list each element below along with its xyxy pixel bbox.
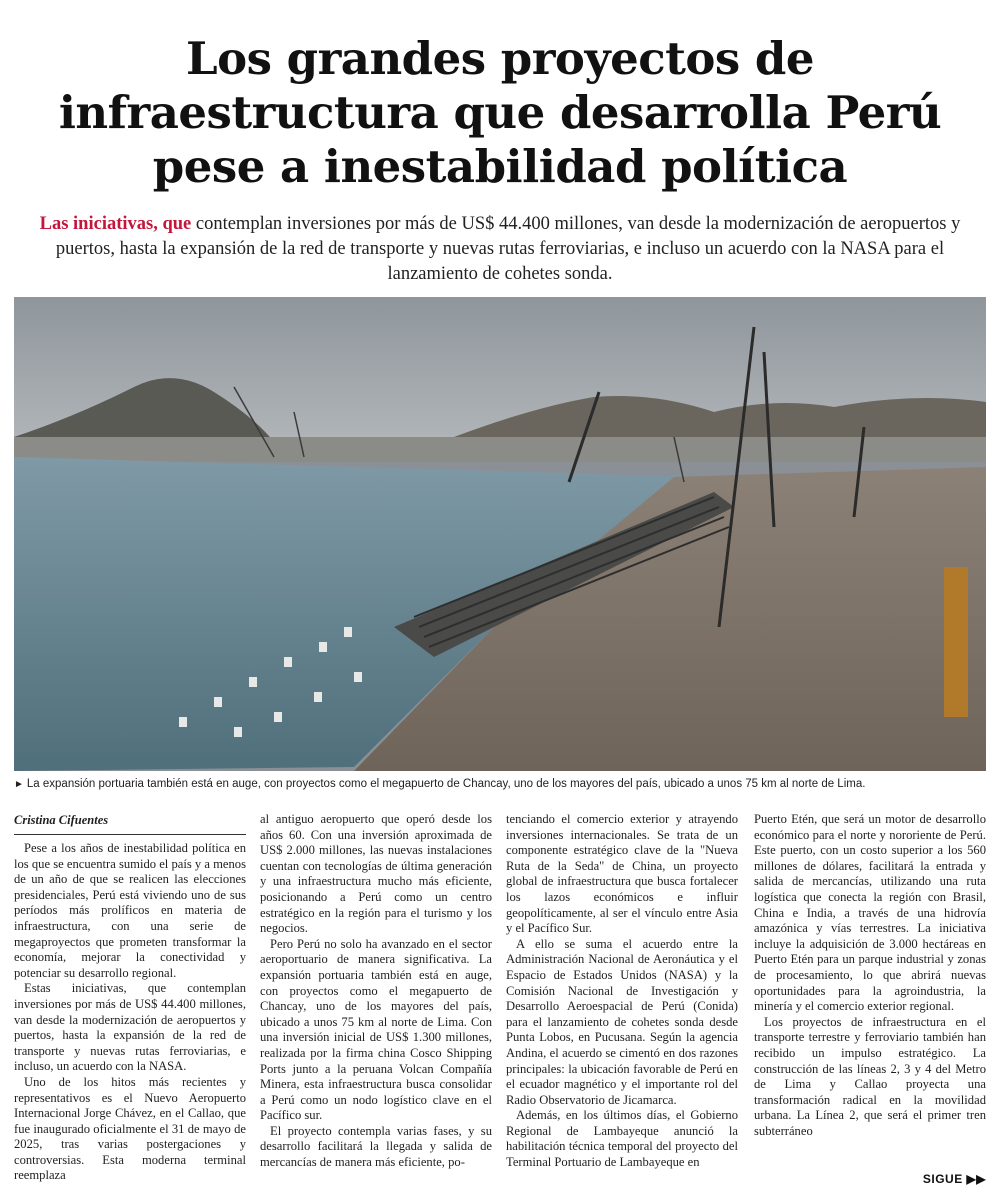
port-construction-photo [14, 297, 986, 771]
headline: Los grandes proyectos de infraestructura que desarrolla Perú pese a inestabilidad política [58, 32, 942, 193]
paragraph: al antiguo aeropuerto que operó desde los años 60. Con una inversión aproximada de US$ 2.000 millones, las nuevas instalaciones cuentan con tecnologías de última generación y una infraestructura mucho más eficiente, posicionando a Perú como un centro estratégico en la región para el turismo y los negocios. [260, 812, 492, 936]
paragraph: Pese a los años de inestabilidad política en los que se encuentra sumido el país y a menos de un año de que se realicen las elecciones presidenciales, Perú está viviendo uno de sus períodos más prolíficos en materia de infraestructura, con una serie de megaproyectos que prometen transformar la economía, mejorar la conectividad y potenciar su desarrollo regional. [14, 841, 246, 980]
body-column-1 [14, 812, 246, 1183]
body-column-4 [754, 812, 986, 1168]
paragraph: Estas iniciativas, que contemplan inversiones por más de US$ 44.400 millones, van desde la modernización de aeropuertos y puertos, hasta la expansión de la red de transporte y nuevas rutas ferroviarias, e incluso, un acuerdo con la NASA. [14, 981, 246, 1074]
deck [28, 212, 972, 287]
caption-marker: ► [14, 779, 24, 790]
photo-caption [14, 777, 986, 792]
deck-text: contemplan inversiones por más de US$ 44.400 millones, van desde la modernización de aeropuertos y puertos, hasta la expansión de la red de transporte y nuevas rutas ferroviarias, e incluso un acuerdo con la NASA para el lanzamiento de cohetes sonda. [55, 214, 961, 284]
byline: Cristina Cifuentes [14, 812, 246, 835]
paragraph: Puerto Etén, que será un motor de desarrollo económico para el norte y nororiente de Perú. Este puerto, con un costo superior a los 560 millones de dólares, facilitará la entrada y salida de mercancías, utilizando una ruta logística que conecta la región con Brasil, China e India, a través de una hidrovía amazónica y vías terrestres. La iniciativa incluye la adquisición de 3.000 hectáreas en Puerto Etén para un parque industrial y zonas de procesamiento, lo que abrirá nuevas oportunidades para la agroindustria, la minería y el comercio exterior regional. [754, 812, 986, 1014]
paragraph: Los proyectos de infraestructura en el transporte terrestre y ferroviario también han recibido un impulso estratégico. La construcción de las líneas 2, 3 y 4 del Metro de Lima y Callao proyecta una transformación radical en la movilidad urbana. La Línea 2, que será el primer tren subterráneo [754, 1014, 986, 1138]
paragraph: Pero Perú no solo ha avanzado en el sector aeroportuario de manera significativa. La expansión portuaria también está en auge, con proyectos como el megapuerto de Chancay, uno de los mayores del país, ubicado a unos 75 km al norte de Lima. Con una inversión inicial de US$ 1.300 millones, realizada por la firma china Cosco Shipping Ports junto a la peruana Volcan Compañía Minera, esta infraestructura busca consolidar a Perú como un nodo logístico clave en el Pacífico sur. [260, 936, 492, 1123]
paragraph: Uno de los hitos más recientes y representativos es el Nuevo Aeropuerto Internacional Jorge Chávez, en el Callao, que fue inaugurado oficialmente el 31 de mayo de 2025, tras varias postergaciones y controversias. Esta moderna terminal reemplaza [14, 1074, 246, 1183]
paragraph: A ello se suma el acuerdo entre la Administración Nacional de Aeronáutica y el Espacio de Estados Unidos (NASA) y la Comisión Nacional de Investigación y Desarrollo Aeroespacial de Perú (Conida) para el lanzamiento de cohetes sonda desde Punta Lobos, en Pucusana. Según la agencia Andina, el acuerdo se cimentó en dos razones principales: la ubicación favorable de Perú en el ecuador magnético y el importante rol del Radio Observatorio de Jicamarca. [506, 936, 738, 1107]
caption-text: La expansión portuaria también está en auge, con proyectos como el megapuerto de Chancay, uno de los mayores del país, ubicado a unos 75 km al norte de Lima. [26, 778, 866, 790]
paragraph: tenciando el comercio exterior y atrayendo inversiones internacionales. Se trata de un componente estratégico clave de la "Nueva Ruta de la Seda" de China, un proyecto global de infraestructura que busca fortalecer los lazos económicos e influir geopolíticamente, al ser el vínculo entre Asia y el Pacífico Sur. [506, 812, 738, 936]
body-column-2 [260, 812, 492, 1168]
body-column-3 [506, 812, 738, 1168]
deck-lead: Las iniciativas, que [39, 214, 192, 234]
continue-label: SIGUE ▶▶ [922, 1172, 986, 1186]
paragraph: El proyecto contempla varias fases, y su desarrollo facilitará la llegada y salida de mercancías de manera más eficiente, po- [260, 1123, 492, 1170]
paragraph: Además, en los últimos días, el Gobierno Regional de Lambayeque anunció la habilitación técnica temporal del proyecto del Terminal Portuario de Lambayeque en [506, 1108, 738, 1170]
